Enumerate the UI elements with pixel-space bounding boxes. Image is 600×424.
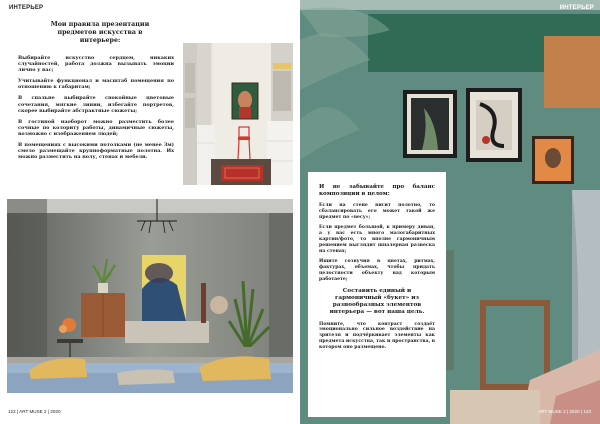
tip-paragraph: Если предмет большой, к примеру диван, а у вас есть много малогабаритных картин/фото, то вполне гармоничным решением выглядит шпалерная развеска на стенах; xyxy=(319,225,435,254)
tip-paragraph: Ищите созвучия в цветах, ритмах, фактурах, объемах, чтобы придать целостности объекту над которым работаете; xyxy=(319,259,435,282)
section-tag-left: ИНТЕРЬЕР xyxy=(9,5,44,11)
living-room-photo xyxy=(7,199,293,393)
page-heading: Мои правила презентации предметов искусства в интерьере: xyxy=(50,21,150,44)
page-number-right: ART MUSE 2 | 2020 | 123 xyxy=(538,409,591,414)
rule-paragraph: Учитывайте функционал и масштаб помещения по отношению к габаритам; xyxy=(18,78,174,91)
rule-paragraph: В спальне выбирайте спокойные цветовые сочетания, мягкие линии, избегайте портретов, скорее выбирайте абстрактные сюжеты; xyxy=(18,95,174,114)
section-tag-right: ИНТЕРЬЕР xyxy=(559,5,594,11)
rule-paragraph: В помещениях с высокими потолками (не менее 3м) смело размещайте крупноформатные полотна. Их можно разместить на полу, стенах и мебели. xyxy=(18,142,174,161)
rule-paragraph: В гостиной наоборот можно разместить более сочные по колориту работы, динамичные сюжеты, возможно с изображением людей; xyxy=(18,118,174,137)
card-intro: И не забывайте про баланс композиции в целом: xyxy=(319,184,435,197)
rules-list xyxy=(18,55,174,165)
balance-tips-card xyxy=(308,172,446,417)
rule-paragraph: Выбирайте искусство сердцем, никаких случайностей, работа должна вызывать эмоции лично у вас; xyxy=(18,55,174,74)
kitchen-photo xyxy=(183,43,293,185)
page-number-left: 122 | ART MUSE 2 | 2020 xyxy=(8,409,61,414)
highlight-quote: Составить единый и гармоничный «букет» из разнообразных элементов интерьера — вот наша цель. xyxy=(329,287,425,315)
tip-paragraph: Если на стене висит полотно, то сбалансировать его может такой же предмет по «весу»; xyxy=(319,203,435,220)
closing-paragraph: Помните, что контраст создаёт эмоционально сильное воздействие на зрителя и подчёркивает элементы как предмета искусства, так и пространства, в котором оно размещено. xyxy=(319,321,435,350)
